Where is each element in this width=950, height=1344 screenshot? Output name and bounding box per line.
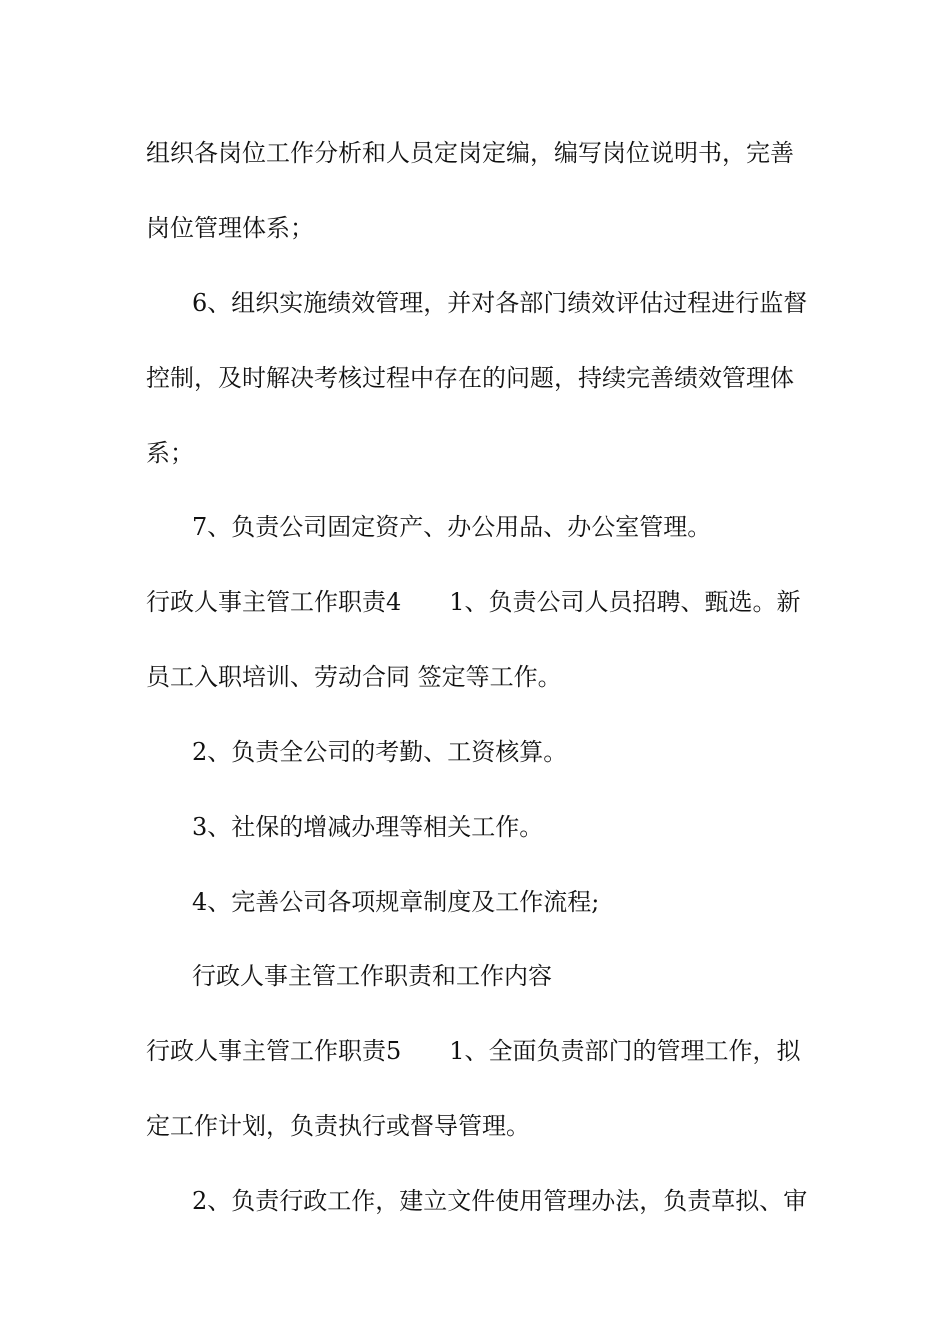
body-line: 组织各岗位工作分析和人员定岗定编，编写岗位说明书，完善 <box>146 139 794 167</box>
list-item-6: 6、组织实施绩效管理，并对各部门绩效评估过程进行监督 <box>192 289 808 317</box>
body-line: 员工入职培训、劳动合同 签定等工作。 <box>146 663 562 691</box>
list-item-3: 3、社保的增减办理等相关工作。 <box>192 813 544 841</box>
body-line: 系； <box>146 439 194 467</box>
list-item-7: 7、负责公司固定资产、办公用品、办公室管理。 <box>192 513 712 541</box>
body-line: 岗位管理体系； <box>146 214 314 242</box>
list-item-2: 2、负责全公司的考勤、工资核算。 <box>192 738 568 766</box>
body-line: 控制，及时解决考核过程中存在的问题，持续完善绩效管理体 <box>146 364 794 392</box>
body-line: 定工作计划，负责执行或督导管理。 <box>146 1112 530 1140</box>
list-item-4: 4、完善公司各项规章制度及工作流程; <box>192 888 600 916</box>
list-item-2-admin: 2、负责行政工作，建立文件使用管理办法，负责草拟、审 <box>192 1187 808 1215</box>
section-heading-4: 行政人事主管工作职责4 1、负责公司人员招聘、甄选。新 <box>146 588 801 616</box>
subheading: 行政人事主管工作职责和工作内容 <box>192 962 552 990</box>
section-heading-5: 行政人事主管工作职责5 1、全面负责部门的管理工作，拟 <box>146 1037 801 1065</box>
